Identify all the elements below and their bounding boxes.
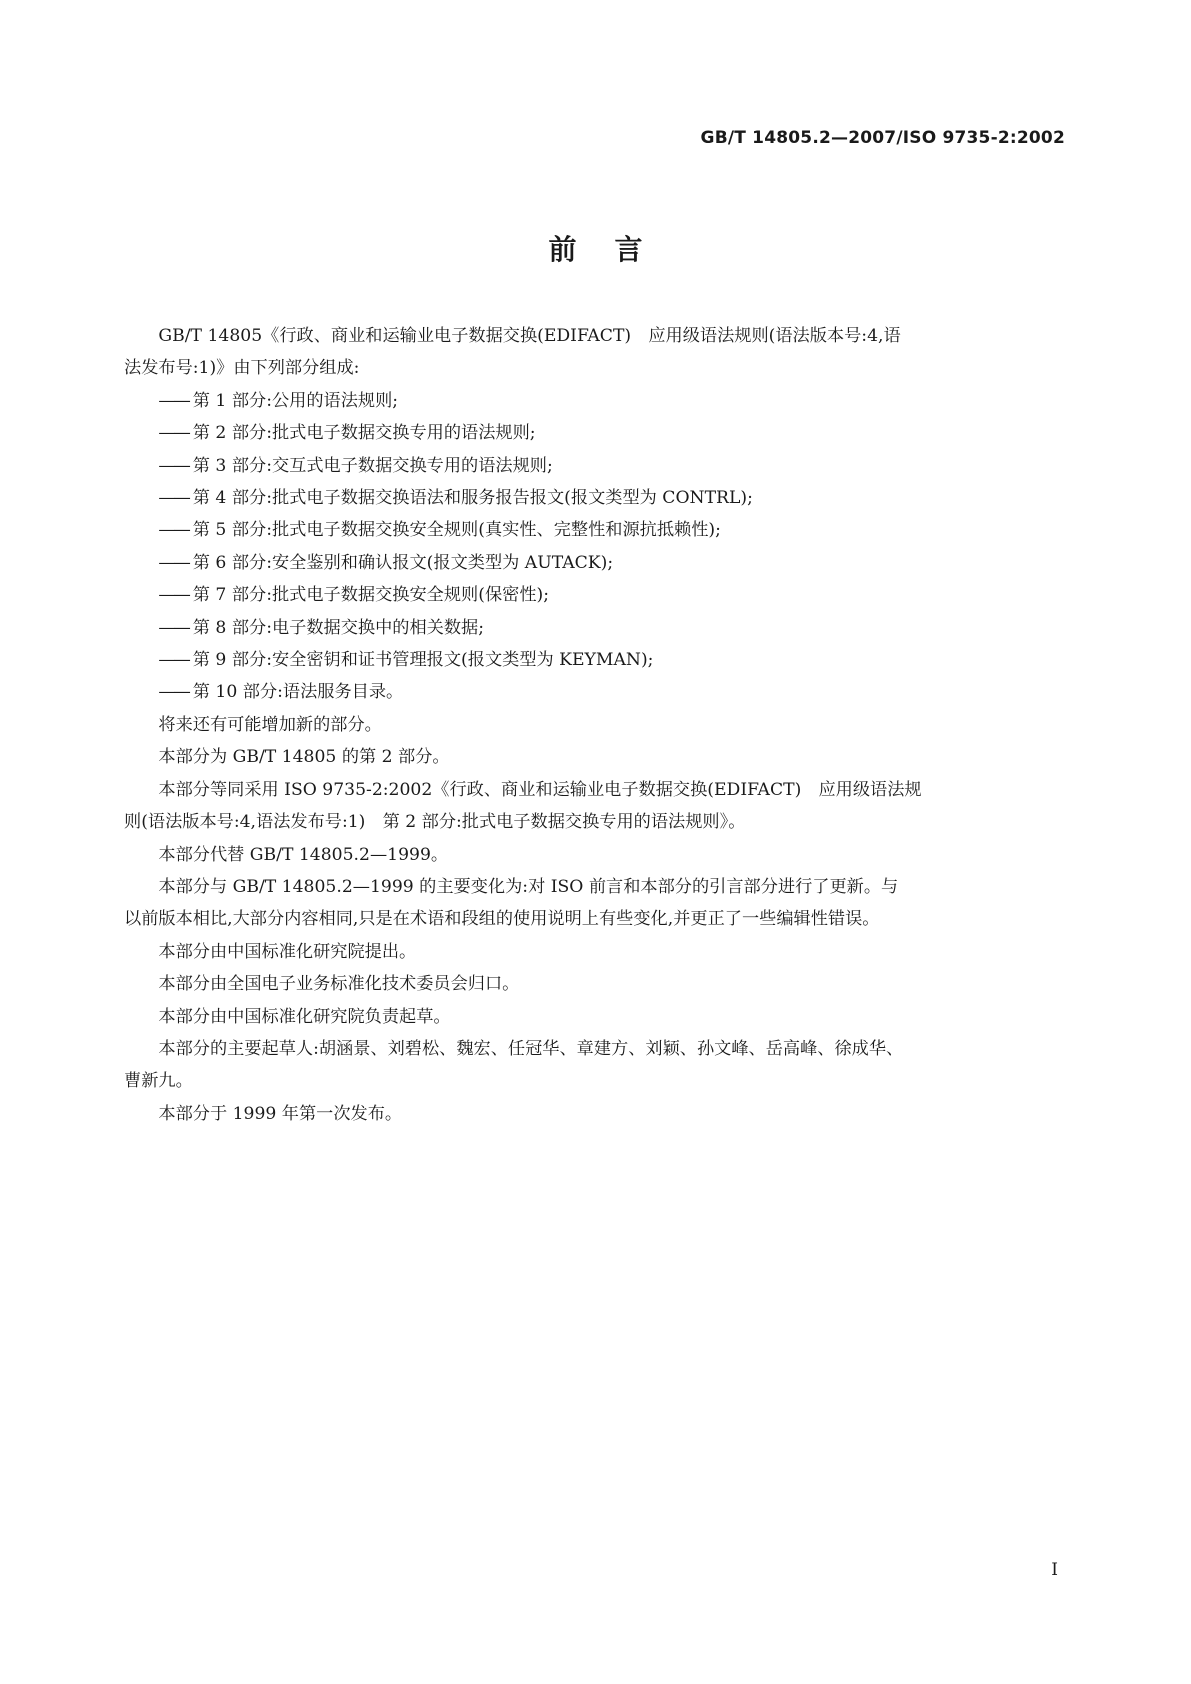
dash-marker: —— — [158, 520, 189, 541]
intro-paragraph-line-1: GB/T 14805《行政、商业和运输业电子数据交换(EDIFACT) 应用级语法规则(语法版本号:4,语 — [158, 326, 901, 346]
dash-marker: —— — [158, 617, 189, 638]
changes-paragraph-line-2: 以前版本相比,大部分内容相同,只是在术语和段组的使用说明上有些变化,并更正了一些编辑性错误。 — [124, 909, 880, 930]
list-item-text: 第 9 部分:安全密钥和证书管理报文(报文类型为 KEYMAN); — [192, 650, 654, 671]
list-item — [124, 676, 1066, 708]
list-item-text: 第 3 部分:交互式电子数据交换专用的语法规则; — [192, 455, 553, 476]
list-item — [124, 417, 1066, 449]
list-item — [124, 482, 1066, 514]
changes-paragraph-line-1: 本部分与 GB/T 14805.2—1999 的主要变化为:对 ISO 前言和本部分的引言部分进行了更新。与 — [158, 876, 899, 897]
list-item — [124, 450, 1066, 482]
parts-list — [124, 385, 1066, 709]
drafters-paragraph-line-1: 本部分的主要起草人:胡涵景、刘碧松、魏宏、任冠华、章建方、刘颖、孙文峰、岳高峰、徐成华、 — [158, 1038, 904, 1059]
list-item — [124, 644, 1066, 676]
dash-marker: —— — [158, 390, 189, 411]
page-number: I — [1051, 1560, 1058, 1580]
list-item — [124, 514, 1066, 546]
standard-code-header: GB/T 14805.2—2007/ISO 9735-2:2002 — [700, 128, 1065, 148]
list-item — [124, 612, 1066, 644]
list-item-text: 第 7 部分:批式电子数据交换安全规则(保密性); — [192, 585, 550, 606]
page-title: 前言 — [548, 233, 681, 266]
intro-paragraph-line-2: 法发布号:1)》由下列部分组成: — [124, 358, 360, 379]
list-item-text: 第 5 部分:批式电子数据交换安全规则(真实性、完整性和源抗抵赖性); — [192, 520, 721, 541]
list-item-text: 第 2 部分:批式电子数据交换专用的语法规则; — [192, 423, 536, 444]
dash-marker: —— — [158, 585, 189, 606]
replaces-paragraph: 本部分代替 GB/T 14805.2—1999。 — [158, 844, 449, 865]
proposed-by-paragraph: 本部分由中国标准化研究院提出。 — [158, 941, 417, 962]
dash-marker: —— — [158, 455, 189, 476]
list-item-text: 第 4 部分:批式电子数据交换语法和服务报告报文(报文类型为 CONTRL); — [192, 488, 753, 509]
dash-marker: —— — [158, 423, 189, 444]
list-item-text: 第 10 部分:语法服务目录。 — [192, 682, 404, 703]
list-item-text: 第 1 部分:公用的语法规则; — [192, 390, 399, 411]
list-item — [124, 579, 1066, 611]
first-published-paragraph: 本部分于 1999 年第一次发布。 — [158, 1103, 403, 1124]
list-item — [124, 385, 1066, 417]
drafted-by-paragraph: 本部分由中国标准化研究院负责起草。 — [158, 1006, 451, 1027]
future-parts-paragraph: 将来还有可能增加新的部分。 — [158, 714, 382, 735]
dash-marker: —— — [158, 650, 189, 671]
list-item-text: 第 8 部分:电子数据交换中的相关数据; — [192, 617, 485, 638]
adoption-paragraph-line-1: 本部分等同采用 ISO 9735-2:2002《行政、商业和运输业电子数据交换(EDIFACT) 应用级语法规 — [158, 779, 922, 800]
list-item — [124, 547, 1066, 579]
adoption-paragraph-line-2: 则(语法版本号:4,语法发布号:1) 第 2 部分:批式电子数据交换专用的语法规则》。 — [124, 812, 746, 833]
dash-marker: —— — [158, 488, 189, 509]
drafters-paragraph-line-2: 曹新九。 — [124, 1071, 193, 1092]
dash-marker: —— — [158, 552, 189, 573]
dash-marker: —— — [158, 682, 189, 703]
foreword-body — [124, 320, 1066, 1130]
list-item-text: 第 6 部分:安全鉴别和确认报文(报文类型为 AUTACK); — [192, 552, 614, 573]
part-of-paragraph: 本部分为 GB/T 14805 的第 2 部分。 — [158, 747, 450, 768]
centralized-by-paragraph: 本部分由全国电子业务标准化技术委员会归口。 — [158, 974, 520, 995]
